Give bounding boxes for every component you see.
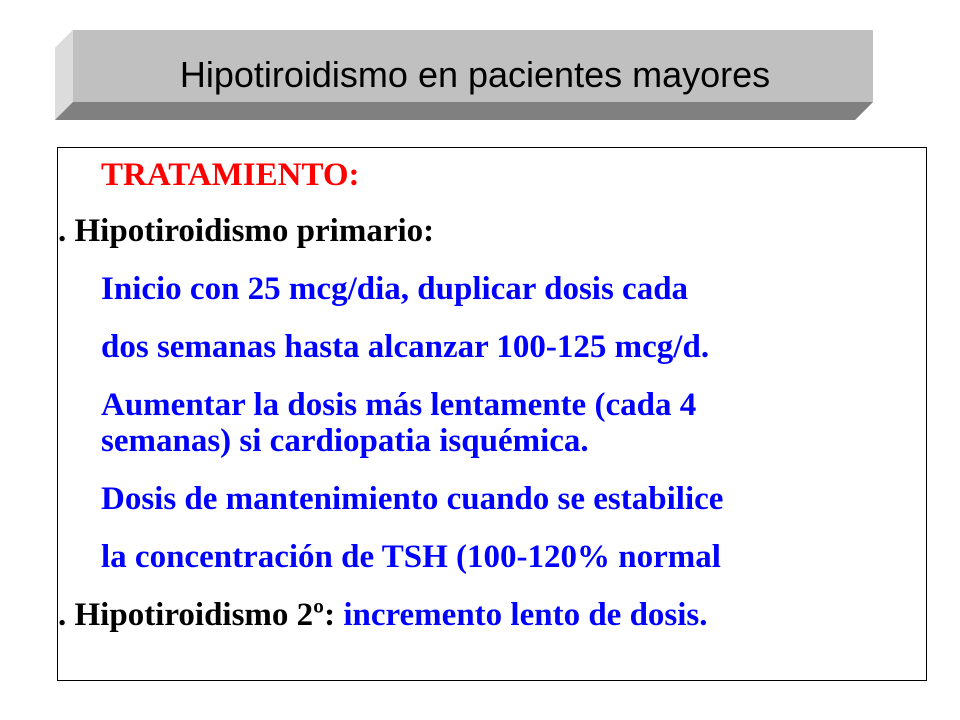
secondary-line — [58, 598, 708, 632]
primary-line-6: la concentración de TSH (100-120% normal — [101, 539, 721, 575]
primary-line-4: semanas) si cardiopatia isquémica. — [101, 423, 589, 459]
secondary-label: . Hipotiroidismo 2º: — [58, 597, 336, 633]
primary-label: . Hipotiroidismo primario: — [58, 213, 435, 249]
primary-line-2: dos semanas hasta alcanzar 100-125 mcg/d. — [101, 329, 710, 365]
title-banner — [55, 30, 875, 125]
content-box — [57, 147, 927, 681]
secondary-text: incremento lento de dosis. — [343, 597, 708, 633]
primary-line-1: Inicio con 25 mcg/dia, duplicar dosis cada — [101, 271, 689, 307]
slide-title: Hipotiroidismo en pacientes mayores — [179, 54, 771, 95]
primary-line-5: Dosis de mantenimiento cuando se estabilice — [101, 481, 724, 517]
primary-line-3: Aumentar la dosis más lentamente (cada 4 — [101, 387, 697, 423]
section-heading: TRATAMIENTO: — [101, 157, 360, 193]
